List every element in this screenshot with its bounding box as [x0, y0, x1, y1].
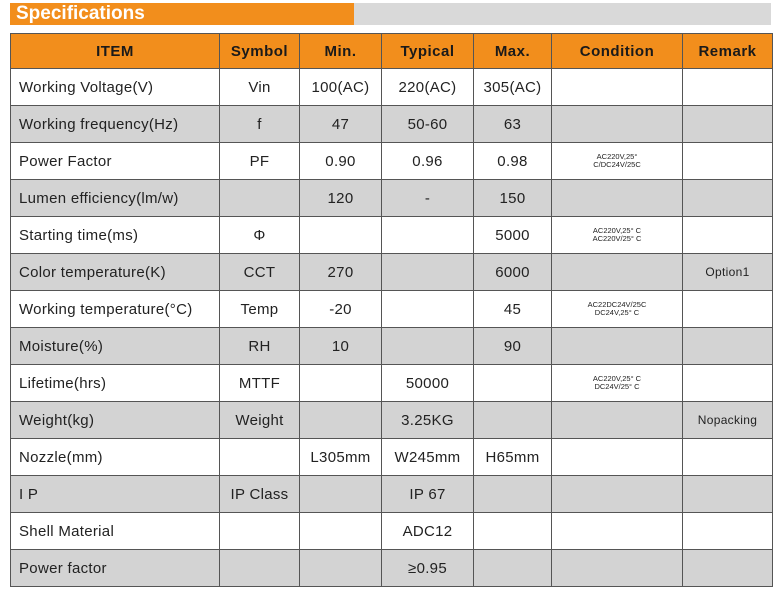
- column-header-min: Min.: [300, 34, 382, 69]
- remark-cell: [683, 476, 773, 513]
- typical-cell: 220(AC): [382, 69, 474, 106]
- symbol-cell: [220, 180, 300, 217]
- symbol-cell: PF: [220, 143, 300, 180]
- condition-line: DC24V/25° C: [594, 382, 640, 391]
- max-cell: 45: [474, 291, 552, 328]
- remark-cell: [683, 217, 773, 254]
- max-cell: [474, 402, 552, 439]
- column-header-typical: Typical: [382, 34, 474, 69]
- condition-line: DC24V,25° C: [594, 308, 640, 317]
- max-cell: 90: [474, 328, 552, 365]
- symbol-cell: RH: [220, 328, 300, 365]
- table-row: [11, 550, 773, 587]
- remark-cell: [683, 550, 773, 587]
- min-cell: [300, 476, 382, 513]
- title-bar: [10, 3, 771, 25]
- column-header-symbol: Symbol: [220, 34, 300, 69]
- table-row: [11, 106, 773, 143]
- item-cell: Color temperature(K): [11, 254, 220, 291]
- min-cell: [300, 513, 382, 550]
- remark-cell: [683, 328, 773, 365]
- condition-line: AC220V,25°: [596, 152, 638, 161]
- symbol-cell: f: [220, 106, 300, 143]
- condition-cell: [552, 143, 683, 180]
- column-header-condition: Condition: [552, 34, 683, 69]
- condition-line: AC220V,25° C: [592, 374, 642, 383]
- typical-cell: [382, 291, 474, 328]
- column-header-item: ITEM: [11, 34, 220, 69]
- condition-cell: [552, 69, 683, 106]
- typical-cell: 50000: [382, 365, 474, 402]
- min-cell: [300, 217, 382, 254]
- item-cell: Nozzle(mm): [11, 439, 220, 476]
- condition-cell: [552, 365, 683, 402]
- section-title: Specifications: [10, 3, 354, 25]
- condition-cell: [552, 328, 683, 365]
- item-cell: Power Factor: [11, 143, 220, 180]
- condition-cell: [552, 291, 683, 328]
- column-header-remark: Remark: [683, 34, 773, 69]
- typical-cell: ≥0.95: [382, 550, 474, 587]
- symbol-cell: CCT: [220, 254, 300, 291]
- typical-cell: IP 67: [382, 476, 474, 513]
- table-row: [11, 217, 773, 254]
- condition-cell: [552, 402, 683, 439]
- table-row: [11, 402, 773, 439]
- condition-cell: [552, 106, 683, 143]
- symbol-cell: Φ: [220, 217, 300, 254]
- max-cell: 150: [474, 180, 552, 217]
- typical-cell: 3.25KG: [382, 402, 474, 439]
- typical-cell: [382, 254, 474, 291]
- item-cell: Lumen efficiency(lm/w): [11, 180, 220, 217]
- condition-cell: [552, 476, 683, 513]
- max-cell: 63: [474, 106, 552, 143]
- symbol-cell: Temp: [220, 291, 300, 328]
- remark-cell: [683, 180, 773, 217]
- min-cell: 120: [300, 180, 382, 217]
- typical-cell: 0.96: [382, 143, 474, 180]
- min-cell: [300, 402, 382, 439]
- condition-line: AC22DC24V/25C: [587, 300, 647, 309]
- item-cell: Working frequency(Hz): [11, 106, 220, 143]
- condition-cell: [552, 254, 683, 291]
- min-cell: 270: [300, 254, 382, 291]
- typical-cell: [382, 217, 474, 254]
- column-header-max: Max.: [474, 34, 552, 69]
- table-row: [11, 476, 773, 513]
- table-row: [11, 513, 773, 550]
- condition-line: AC220V/25° C: [592, 234, 642, 243]
- item-cell: Working temperature(°C): [11, 291, 220, 328]
- typical-cell: 50-60: [382, 106, 474, 143]
- item-cell: Shell Material: [11, 513, 220, 550]
- min-cell: [300, 550, 382, 587]
- remark-cell: [683, 439, 773, 476]
- max-cell: [474, 365, 552, 402]
- item-cell: Working Voltage(V): [11, 69, 220, 106]
- typical-cell: ADC12: [382, 513, 474, 550]
- max-cell: 305(AC): [474, 69, 552, 106]
- typical-cell: -: [382, 180, 474, 217]
- condition-cell: [552, 439, 683, 476]
- item-cell: Moisture(%): [11, 328, 220, 365]
- table-row: [11, 180, 773, 217]
- typical-cell: [382, 328, 474, 365]
- remark-cell: [683, 106, 773, 143]
- table-row: [11, 143, 773, 180]
- min-cell: 0.90: [300, 143, 382, 180]
- table-row: [11, 254, 773, 291]
- symbol-cell: [220, 550, 300, 587]
- remark-cell: [683, 69, 773, 106]
- item-cell: Power factor: [11, 550, 220, 587]
- min-cell: [300, 365, 382, 402]
- specifications-table: [10, 33, 773, 587]
- remark-cell: [683, 143, 773, 180]
- condition-cell: [552, 180, 683, 217]
- max-cell: 5000: [474, 217, 552, 254]
- max-cell: 6000: [474, 254, 552, 291]
- item-cell: I P: [11, 476, 220, 513]
- remark-cell: [683, 291, 773, 328]
- symbol-cell: IP Class: [220, 476, 300, 513]
- min-cell: 47: [300, 106, 382, 143]
- typical-cell: W245mm: [382, 439, 474, 476]
- table-row: [11, 365, 773, 402]
- item-cell: Starting time(ms): [11, 217, 220, 254]
- min-cell: -20: [300, 291, 382, 328]
- remark-cell: [683, 365, 773, 402]
- item-cell: Weight(kg): [11, 402, 220, 439]
- remark-cell: Option1: [683, 254, 773, 291]
- symbol-cell: [220, 439, 300, 476]
- table-row: [11, 328, 773, 365]
- header-row: [11, 34, 773, 69]
- max-cell: H65mm: [474, 439, 552, 476]
- remark-cell: Nopacking: [683, 402, 773, 439]
- table-row: [11, 291, 773, 328]
- max-cell: [474, 476, 552, 513]
- min-cell: L305mm: [300, 439, 382, 476]
- symbol-cell: Vin: [220, 69, 300, 106]
- condition-line: C/DC24V/25C: [593, 160, 641, 169]
- remark-cell: [683, 513, 773, 550]
- item-cell: Lifetime(hrs): [11, 365, 220, 402]
- min-cell: 10: [300, 328, 382, 365]
- symbol-cell: MTTF: [220, 365, 300, 402]
- condition-cell: [552, 550, 683, 587]
- condition-line: AC220V,25° C: [592, 226, 642, 235]
- min-cell: 100(AC): [300, 69, 382, 106]
- max-cell: [474, 513, 552, 550]
- symbol-cell: [220, 513, 300, 550]
- table-row: [11, 439, 773, 476]
- condition-cell: [552, 513, 683, 550]
- condition-cell: [552, 217, 683, 254]
- symbol-cell: Weight: [220, 402, 300, 439]
- table-row: [11, 69, 773, 106]
- max-cell: [474, 550, 552, 587]
- max-cell: 0.98: [474, 143, 552, 180]
